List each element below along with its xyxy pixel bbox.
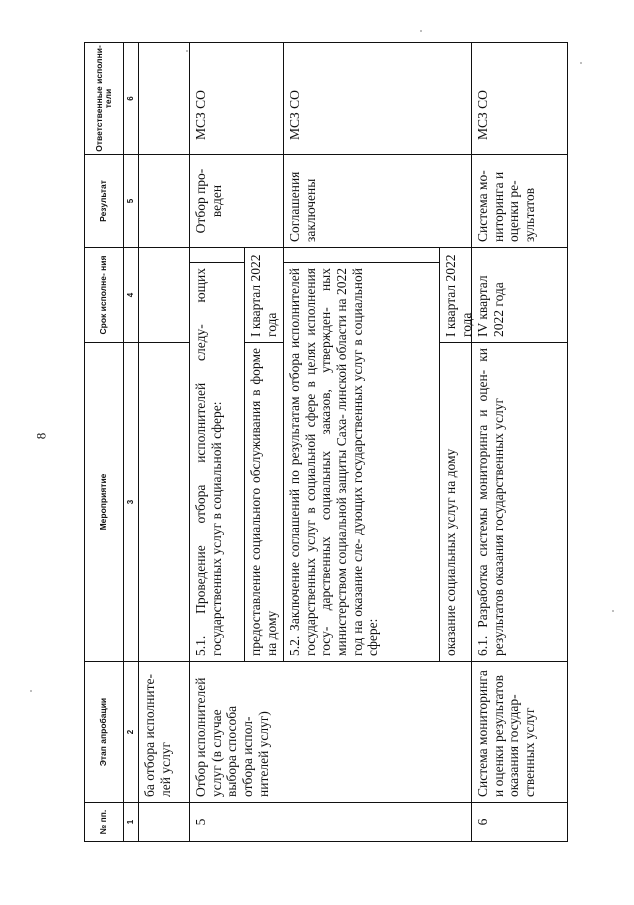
header-event: Мероприятие (84, 342, 124, 662)
page-number: 8 (33, 432, 49, 440)
header-stage: Этап апробации (84, 661, 124, 803)
cont-row-stage: ба отбора исполните- лей услуг (138, 661, 190, 803)
header-responsible: Ответственные исполни- тели (84, 42, 124, 155)
row6-event: 6.1. Разработка системы мониторинга и оцен- ки результатов оказания государственных услуг (471, 342, 568, 662)
row5-stage: Отбор исполнителей услуг (в случае выбора способа отбора испол- нителей услуг) (189, 661, 472, 803)
col-number-2: 2 (123, 661, 139, 803)
row5-event-5-2-sub: оказание социальных услуг на дому (439, 342, 472, 662)
row5-result-5-2: Соглашения заключены (283, 154, 472, 248)
col-number-3: 3 (123, 342, 139, 662)
scan-speck (420, 30, 422, 32)
col-number-6: 6 (123, 42, 139, 155)
row6-responsible: МСЗ СО (471, 42, 568, 155)
col-number-4: 4 (123, 247, 139, 343)
scan-speck (30, 690, 32, 692)
cont-row-event (138, 342, 190, 662)
col-number-1: 1 (123, 802, 139, 842)
cont-row-responsible (138, 42, 190, 155)
header-term: Срок исполне- ния (84, 247, 124, 343)
row6-term: IV квартал 2022 года (471, 247, 568, 343)
col-number-5: 5 (123, 154, 139, 248)
row5-responsible-5-2: МСЗ СО (283, 42, 472, 155)
row5-event-5-1-sub: предоставление социального обслуживания в форме на дому (244, 342, 284, 662)
row6-result: Система мо- ниторинга и оценки ре- зультатов (471, 154, 568, 248)
cont-row-term (138, 247, 190, 343)
row5-event-5-2: 5.2. Заключение соглашений по результатам отбора исполнителей государственных услуг в социальной сфере в целях исполнения госу- дарственных социальных заказов, утвержден- ных министерством социальной защиты Саха- линской области на 2022 год на оказание сле- дующих государственных услуг в социальной сфере: (283, 262, 440, 662)
row5-term-5-1-sub: I квартал 2022 года (244, 247, 284, 343)
header-result: Результат (84, 154, 124, 248)
scan-speck (580, 62, 582, 64)
row5-responsible-5-1: МСЗ СО (189, 42, 284, 155)
row5-term-5-2-sub: I квартал 2022 года (439, 247, 472, 343)
scan-speck (612, 610, 614, 612)
row6-stage: Система мониторинга и оценки результатов оказания государ- ственных услуг (471, 661, 568, 803)
rotated-table (84, 42, 568, 842)
row5-result-5-1: Отбор про- веден (189, 154, 284, 248)
row5-event-5-1: 5.1. Проведение отбора исполнителей следу- ющих государственных услуг в социальной сфере: (189, 262, 245, 662)
cont-row-no (138, 802, 190, 842)
header-no: № пп. (84, 802, 124, 842)
row5-no: 5 (189, 802, 472, 842)
row6-no: 6 (471, 802, 568, 842)
cont-row-result (138, 154, 190, 248)
scan-speck (186, 50, 188, 52)
